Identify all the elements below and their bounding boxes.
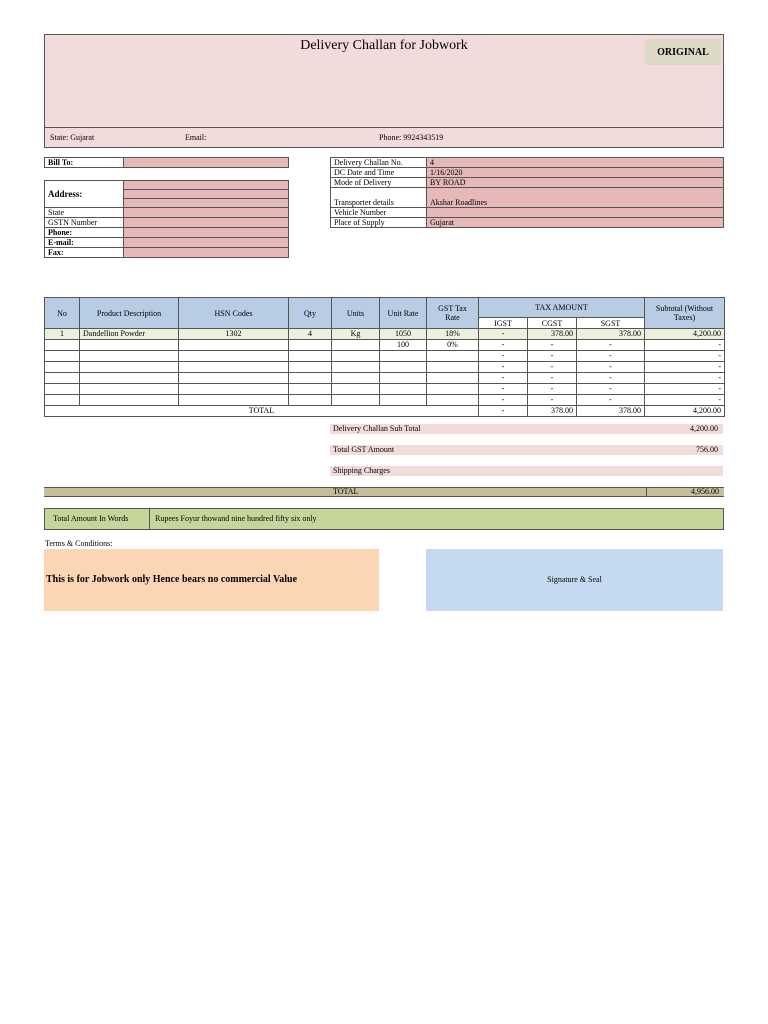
item-row[interactable] bbox=[45, 373, 725, 384]
col-hsn-header: HSN Codes bbox=[179, 298, 289, 329]
gstin-value[interactable] bbox=[124, 218, 289, 228]
cell-igst: - bbox=[479, 340, 528, 351]
phone-label: Phone: bbox=[45, 228, 124, 238]
col-no-header: No bbox=[45, 298, 80, 329]
col-units-header: Units bbox=[332, 298, 380, 329]
summary-shipping-row bbox=[330, 466, 723, 476]
cell-desc bbox=[80, 373, 179, 384]
cell-qty bbox=[289, 373, 332, 384]
jobwork-note-box bbox=[44, 549, 379, 611]
cell-qty bbox=[289, 362, 332, 373]
cell-gst bbox=[427, 384, 479, 395]
summary-gst-value: 756.00 bbox=[696, 445, 718, 454]
bill-to-details-table bbox=[44, 180, 289, 258]
cell-desc bbox=[80, 362, 179, 373]
challan-no-value[interactable]: 4 bbox=[427, 158, 724, 168]
cell-units: Kg bbox=[332, 329, 380, 340]
cell-qty bbox=[289, 395, 332, 406]
cell-sgst: - bbox=[577, 340, 645, 351]
bill-to-label: Bill To: bbox=[45, 158, 124, 168]
email-value[interactable] bbox=[124, 238, 289, 248]
col-subtotal-header: Subtotal (Without Taxes) bbox=[645, 298, 725, 329]
cell-subtotal: - bbox=[645, 373, 725, 384]
total-igst: - bbox=[479, 406, 528, 417]
cell-subtotal: - bbox=[645, 395, 725, 406]
item-row[interactable] bbox=[45, 340, 725, 351]
address-line-1[interactable] bbox=[124, 181, 289, 190]
cell-no: 1 bbox=[45, 329, 80, 340]
cell-rate bbox=[380, 384, 427, 395]
cell-units bbox=[332, 340, 380, 351]
cell-cgst: - bbox=[528, 362, 577, 373]
cell-qty bbox=[289, 384, 332, 395]
items-total-label: TOTAL bbox=[45, 406, 479, 417]
delivery-mode-value[interactable]: BY ROAD bbox=[427, 178, 724, 188]
cell-rate: 1050 bbox=[380, 329, 427, 340]
cell-hsn bbox=[179, 373, 289, 384]
summary-subtotal-row bbox=[330, 424, 723, 434]
grand-total-divider bbox=[646, 487, 647, 497]
cell-subtotal: - bbox=[645, 340, 725, 351]
total-subtotal: 4,200.00 bbox=[645, 406, 725, 417]
email-label: E-mail: bbox=[45, 238, 124, 248]
tax-amount-header: TAX AMOUNT bbox=[479, 298, 645, 318]
col-gst-header: GST Tax Rate bbox=[427, 298, 479, 329]
cell-rate bbox=[380, 351, 427, 362]
terms-label: Terms & Conditions: bbox=[45, 539, 113, 548]
challan-no-label: Delivery Challan No. bbox=[331, 158, 427, 168]
cell-gst bbox=[427, 362, 479, 373]
cell-cgst: - bbox=[528, 395, 577, 406]
col-qty-header: Qty bbox=[289, 298, 332, 329]
bill-to-name-table bbox=[44, 157, 289, 168]
cell-gst bbox=[427, 395, 479, 406]
cell-hsn bbox=[179, 340, 289, 351]
amount-in-words-value: Rupees Foyur thowand nine hundred fifty six only bbox=[155, 514, 317, 523]
place-of-supply-value[interactable]: Gujarat bbox=[427, 218, 724, 228]
state-value[interactable] bbox=[124, 208, 289, 218]
fax-label: Fax: bbox=[45, 248, 124, 258]
cell-sgst: - bbox=[577, 395, 645, 406]
document-title: Delivery Challan for Jobwork bbox=[300, 38, 468, 53]
cell-igst: - bbox=[479, 329, 528, 340]
cell-qty bbox=[289, 340, 332, 351]
cell-hsn bbox=[179, 384, 289, 395]
cell-no bbox=[45, 362, 80, 373]
transporter-label: Transporter details bbox=[331, 188, 427, 208]
cell-gst: 18% bbox=[427, 329, 479, 340]
cell-units bbox=[332, 362, 380, 373]
jobwork-note: This is for Jobwork only Hence bears no commercial Value bbox=[46, 574, 298, 585]
col-igst-header: IGST bbox=[479, 318, 528, 329]
cell-igst: - bbox=[479, 351, 528, 362]
cell-cgst: - bbox=[528, 384, 577, 395]
cell-units bbox=[332, 373, 380, 384]
amount-in-words-box bbox=[44, 508, 724, 530]
col-desc-header: Product Description bbox=[80, 298, 179, 329]
cell-cgst: - bbox=[528, 351, 577, 362]
cell-subtotal: - bbox=[645, 384, 725, 395]
summary-shipping-label: Shipping Charges bbox=[333, 466, 390, 475]
amount-in-words-divider bbox=[149, 509, 150, 529]
item-row[interactable] bbox=[45, 395, 725, 406]
fax-value[interactable] bbox=[124, 248, 289, 258]
company-state: State: Gujarat bbox=[50, 133, 95, 142]
vehicle-number-value[interactable] bbox=[427, 208, 724, 218]
cell-no bbox=[45, 351, 80, 362]
cell-cgst: - bbox=[528, 373, 577, 384]
summary-subtotal-value: 4,200.00 bbox=[690, 424, 718, 433]
total-sgst: 378.00 bbox=[577, 406, 645, 417]
cell-igst: - bbox=[479, 362, 528, 373]
cell-desc bbox=[80, 395, 179, 406]
summary-subtotal-label: Delivery Challan Sub Total bbox=[333, 424, 421, 433]
vehicle-number-label: Vehicle Number bbox=[331, 208, 427, 218]
cell-sgst: - bbox=[577, 373, 645, 384]
item-row[interactable] bbox=[45, 384, 725, 395]
cell-units bbox=[332, 395, 380, 406]
cell-desc bbox=[80, 384, 179, 395]
dc-date-label: DC Date and Time bbox=[331, 168, 427, 178]
grand-total-row bbox=[44, 487, 724, 497]
cell-cgst: - bbox=[528, 340, 577, 351]
cell-no bbox=[45, 373, 80, 384]
address-line-2[interactable] bbox=[124, 190, 289, 199]
cell-subtotal: 4,200.00 bbox=[645, 329, 725, 340]
cell-units bbox=[332, 351, 380, 362]
cell-rate bbox=[380, 362, 427, 373]
item-row[interactable] bbox=[45, 351, 725, 362]
gstin-label: GSTN Number bbox=[45, 218, 124, 228]
address-label: Address: bbox=[45, 181, 124, 208]
cell-igst: - bbox=[479, 373, 528, 384]
signature-box bbox=[426, 549, 723, 611]
total-cgst: 378.00 bbox=[528, 406, 577, 417]
company-info-line bbox=[45, 127, 723, 148]
cell-sgst: - bbox=[577, 362, 645, 373]
cell-igst: - bbox=[479, 384, 528, 395]
grand-total-label: TOTAL bbox=[333, 487, 359, 496]
cell-rate bbox=[380, 373, 427, 384]
dc-date-value[interactable]: 1/16/2020 bbox=[427, 168, 724, 178]
place-of-supply-label: Place of Supply bbox=[331, 218, 427, 228]
summary-gst-label: Total GST Amount bbox=[333, 445, 395, 454]
cell-rate bbox=[380, 395, 427, 406]
cell-hsn bbox=[179, 362, 289, 373]
cell-no bbox=[45, 340, 80, 351]
cell-desc bbox=[80, 340, 179, 351]
cell-desc: Dandellion Powder bbox=[80, 329, 179, 340]
item-row[interactable] bbox=[45, 329, 725, 340]
signature-label: Signature & Seal bbox=[547, 575, 602, 584]
cell-qty: 4 bbox=[289, 329, 332, 340]
address-line-3[interactable] bbox=[124, 199, 289, 208]
transporter-value[interactable]: Akshar Roadlines bbox=[427, 188, 724, 208]
document-header bbox=[44, 34, 724, 148]
items-table bbox=[44, 297, 725, 417]
cell-hsn bbox=[179, 351, 289, 362]
cell-rate: 100 bbox=[380, 340, 427, 351]
cell-sgst: 378.00 bbox=[577, 329, 645, 340]
bill-to-value[interactable] bbox=[124, 158, 289, 168]
cell-gst bbox=[427, 373, 479, 384]
cell-units bbox=[332, 384, 380, 395]
cell-desc bbox=[80, 351, 179, 362]
company-phone: Phone: 9924343519 bbox=[379, 133, 444, 142]
col-cgst-header: CGST bbox=[528, 318, 577, 329]
cell-sgst: - bbox=[577, 351, 645, 362]
challan-details-table bbox=[330, 157, 724, 228]
cell-sgst: - bbox=[577, 384, 645, 395]
company-email: Email: bbox=[185, 133, 207, 142]
items-total-row bbox=[45, 406, 725, 417]
cell-subtotal: - bbox=[645, 351, 725, 362]
amount-in-words-label: Total Amount In Words bbox=[53, 514, 129, 523]
item-row[interactable] bbox=[45, 362, 725, 373]
delivery-mode-label: Mode of Delivery bbox=[331, 178, 427, 188]
summary-gst-row bbox=[330, 445, 723, 455]
cell-cgst: 378.00 bbox=[528, 329, 577, 340]
phone-value[interactable] bbox=[124, 228, 289, 238]
original-badge: ORIGINAL bbox=[645, 39, 721, 65]
state-label: State bbox=[45, 208, 124, 218]
cell-subtotal: - bbox=[645, 362, 725, 373]
col-sgst-header: SGST bbox=[577, 318, 645, 329]
cell-hsn bbox=[179, 395, 289, 406]
cell-gst bbox=[427, 351, 479, 362]
cell-gst: 0% bbox=[427, 340, 479, 351]
cell-hsn: 1302 bbox=[179, 329, 289, 340]
col-rate-header: Unit Rate bbox=[380, 298, 427, 329]
cell-no bbox=[45, 395, 80, 406]
grand-total-value: 4,956.00 bbox=[691, 487, 719, 496]
cell-no bbox=[45, 384, 80, 395]
cell-igst: - bbox=[479, 395, 528, 406]
cell-qty bbox=[289, 351, 332, 362]
